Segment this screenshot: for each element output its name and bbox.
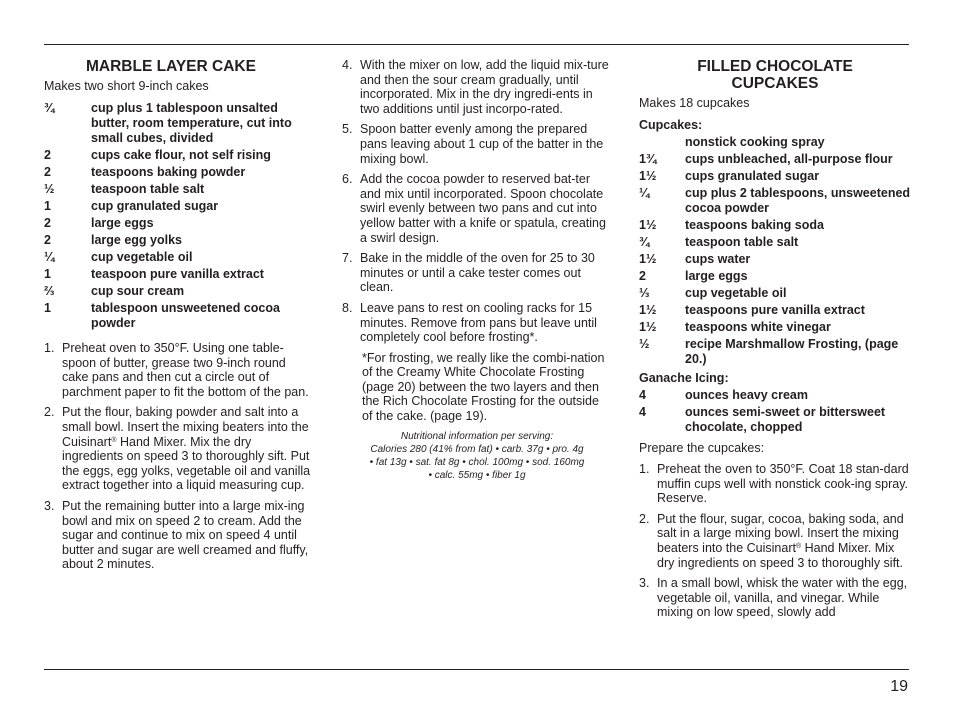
ingredient-text: ounces heavy cream [685,388,808,402]
ingredient-text: cups cake flour, not self rising [91,148,271,162]
ingredient-qty: 1½ [639,252,657,266]
instruction-step [342,122,612,166]
ingredient-row [44,233,314,248]
instruction-step [342,301,612,345]
cupcakes-title [639,58,911,92]
ingredient-text: cup granulated sugar [91,199,219,213]
ingredient-text: nonstick cooking spray [685,135,825,149]
cupcakes-title-line: FILLED CHOCOLATE [697,58,853,75]
ingredient-qty: 2 [44,233,51,247]
step-text-part: Hand Mixer. Mix the dry ingredients on speed 3 to thoroughly sift. Put the eggs, egg yolks, vegetable oil and vanilla extract together into a liquid measuring cup. [62,434,311,493]
ingredient-text: cups water [685,252,751,266]
ingredient-row [44,182,314,197]
instruction-step [342,172,612,245]
marble-cake-column [44,58,314,578]
registered-mark: ® [111,436,117,444]
ingredient-qty: ⅓ [639,286,650,300]
ingredient-text: recipe Marshmallow Frosting, (page 20.) [685,337,899,366]
step-text [62,405,314,493]
ingredient-qty: 1½ [639,169,657,183]
page-number: 19 [890,678,908,695]
ingredient-row [639,186,911,216]
step-text: In a small bowl, whisk the water with the egg, vegetable oil, vanilla, and vinegar. While mixing on low speed, slowly add [657,576,908,620]
ingredient-row [44,267,314,282]
ingredient-row [44,101,314,146]
frosting-note: *For frosting, we really like the combi-nation of the Creamy White Chocolate Frosting (page 20) between the two layers and then the Rich Chocolate Frosting for the outside of the cake. (page 19). [362,350,605,424]
ingredient-qty: ¾ [44,101,55,115]
ingredient-text: cup vegetable oil [91,250,193,264]
ingredient-text: cups unbleached, all-purpose flour [685,152,893,166]
nutrition-line: • fat 13g • sat. fat 8g • chol. 100mg • sod. 160mg [369,456,585,468]
cupcakes-column [639,58,911,626]
ingredient-row [639,337,911,367]
ingredient-text: teaspoon table salt [685,235,799,249]
ingredient-qty: 2 [639,269,646,283]
ingredient-qty: ¼ [44,250,55,264]
nutrition-info [342,430,612,482]
step-number: 8. [342,300,353,315]
ingredient-row [639,320,911,335]
ingredient-row [639,152,911,167]
ingredient-qty [639,135,685,150]
ingredient-qty: ¼ [639,186,650,200]
step-number: 6. [342,172,353,187]
ingredient-text: teaspoon pure vanilla extract [91,267,264,281]
step-text-part: Put the flour, baking powder and salt into a small bowl. Insert the mixing beaters into the Cuisinart [62,405,309,449]
ingredient-qty: 4 [639,388,646,402]
instruction-step [342,58,612,116]
ingredient-row [639,405,911,435]
ingredient-qty: 2 [44,148,51,162]
ingredient-qty: ½ [639,337,650,351]
ingredient-row [639,135,911,150]
ingredient-qty: 2 [44,216,51,230]
ganache-ingredient-list [639,388,911,435]
step-number: 3. [639,576,650,591]
cupcake-ingredient-list [639,135,911,367]
ingredient-text: teaspoons baking soda [685,218,824,232]
ingredient-row [44,284,314,299]
cupcakes-title-line: CUPCAKES [731,75,819,92]
ingredient-row [639,269,911,284]
ingredient-row [639,218,911,233]
step-number: 1. [639,462,650,476]
ganache-section-label: Ganache Icing: [639,371,729,385]
ingredient-row [44,301,314,331]
ingredient-row [639,303,911,318]
nutrition-line: • calc. 55mg • fiber 1g [428,469,526,481]
marble-cake-yield: Makes two short 9-inch cakes [44,79,209,93]
marble-cake-continued-column [342,58,612,482]
step-text [657,512,911,570]
ingredient-text: ounces semi-sweet or bittersweet chocolate, chopped [685,405,886,434]
step-number: 3. [44,498,55,513]
ingredient-text: teaspoons baking powder [91,165,246,179]
ingredient-qty: 1 [44,199,51,213]
top-rule [44,44,909,45]
instruction-step [639,576,911,620]
cupcakes-section-label: Cupcakes: [639,118,703,132]
step-text: Leave pans to rest on cooling racks for 15 minutes. Remove from pans but leave until completely cool before frosting*. [360,300,597,345]
ingredient-row [639,286,911,301]
ingredient-text: cup plus 1 tablespoon unsalted butter, room temperature, cut into small cubes, divided [91,101,292,145]
instruction-step [44,341,314,399]
ingredient-qty: 1¾ [639,152,657,166]
step-number: 7. [342,251,353,266]
ingredient-text: teaspoons white vinegar [685,320,831,334]
ingredient-qty: ¾ [639,235,650,249]
ingredient-qty: 4 [639,405,646,419]
instruction-step [639,512,911,570]
step-text: Preheat oven to 350°F. Using one table-spoon of butter, grease two 9-inch round cake pans and then cut a circle out of parchment paper to fit the bottom of the pan. [62,341,309,399]
ingredient-row [44,165,314,180]
ingredient-qty: 1 [44,267,51,281]
step-number: 4. [342,58,353,72]
ingredient-text: teaspoon table salt [91,182,205,196]
step-text-part: Put the flour, sugar, cocoa, baking soda, and salt in a large mixing bowl. Insert the mixing beaters into the Cuisinart [657,511,904,555]
ingredient-qty: ⅔ [44,284,55,298]
instruction-step [639,462,911,506]
instruction-step [44,499,314,572]
ingredient-text: cup plus 2 tablespoons, unsweetened cocoa powder [685,186,911,215]
ingredient-row [639,252,911,267]
step-text-part: Hand Mixer. Mix dry ingredients on speed 3 to thoroughly sift. [657,540,903,570]
registered-mark: ® [795,542,802,550]
marble-cake-title: MARBLE LAYER CAKE [86,58,256,75]
ingredient-text: cup vegetable oil [685,286,787,300]
step-text: Preheat the oven to 350°F. Coat 18 stan-dard muffin cups well with nonstick cook-ing spray. Reserve. [657,462,909,506]
bottom-rule [44,669,909,670]
step-text: With the mixer on low, add the liquid mix-ture and then the sour cream gradually, until incorporated. Mix in the dry ingredi-ents in two additions until just incorpo-rated. [360,58,609,116]
instruction-step [342,251,612,295]
ingredient-row [44,250,314,265]
step-number: 2. [44,405,55,420]
step-number: 2. [639,511,650,526]
ingredient-qty: 2 [44,165,51,179]
cupcakes-yield: Makes 18 cupcakes [639,96,750,110]
marble-ingredient-list [44,101,314,331]
step-number: 5. [342,122,353,137]
nutrition-line: Nutritional information per serving: [400,430,554,442]
prepare-label: Prepare the cupcakes: [639,441,765,455]
step-number: 1. [44,341,55,355]
ingredient-row [44,148,314,163]
instruction-step [44,405,314,493]
ingredient-row [639,388,911,403]
ingredient-row [44,199,314,214]
nutrition-line: Calories 280 (41% from fat) • carb. 37g • pro. 4g [370,443,584,455]
step-text: Add the cocoa powder to reserved bat-ter and mix until incorporated. Spoon chocolate swirl evenly between two pans and cut into yellow batter with a knife or spatula, creating a swirl design. [360,172,606,245]
ingredient-text: cups granulated sugar [685,169,820,183]
ingredient-qty: 1 [44,301,51,315]
ingredient-text: tablespoon unsweetened cocoa powder [91,301,280,330]
ingredient-text: large eggs [91,216,154,230]
step-text: Spoon batter evenly among the prepared pans leaving about 1 cup of the batter in the mixing bowl. [360,122,604,166]
step-text: Bake in the middle of the oven for 25 to 30 minutes or until a cake tester comes out clean. [360,251,595,295]
ingredient-row [639,235,911,250]
ingredient-text: cup sour cream [91,284,185,298]
ingredient-qty: 1½ [639,303,657,317]
ingredient-qty: 1½ [639,320,657,334]
ingredient-row [44,216,314,231]
ingredient-qty: ½ [44,182,55,196]
ingredient-text: large egg yolks [91,233,183,247]
ingredient-row [639,169,911,184]
ingredient-text: large eggs [685,269,748,283]
ingredient-qty: 1½ [639,218,657,232]
step-text: Put the remaining butter into a large mix-ing bowl and mix on speed 2 to cream. Add the sugar and continue to mix on speed 4 until butter and sugar are well creamed and fluffy, about 2 minutes. [62,498,309,572]
ingredient-text: teaspoons pure vanilla extract [685,303,865,317]
